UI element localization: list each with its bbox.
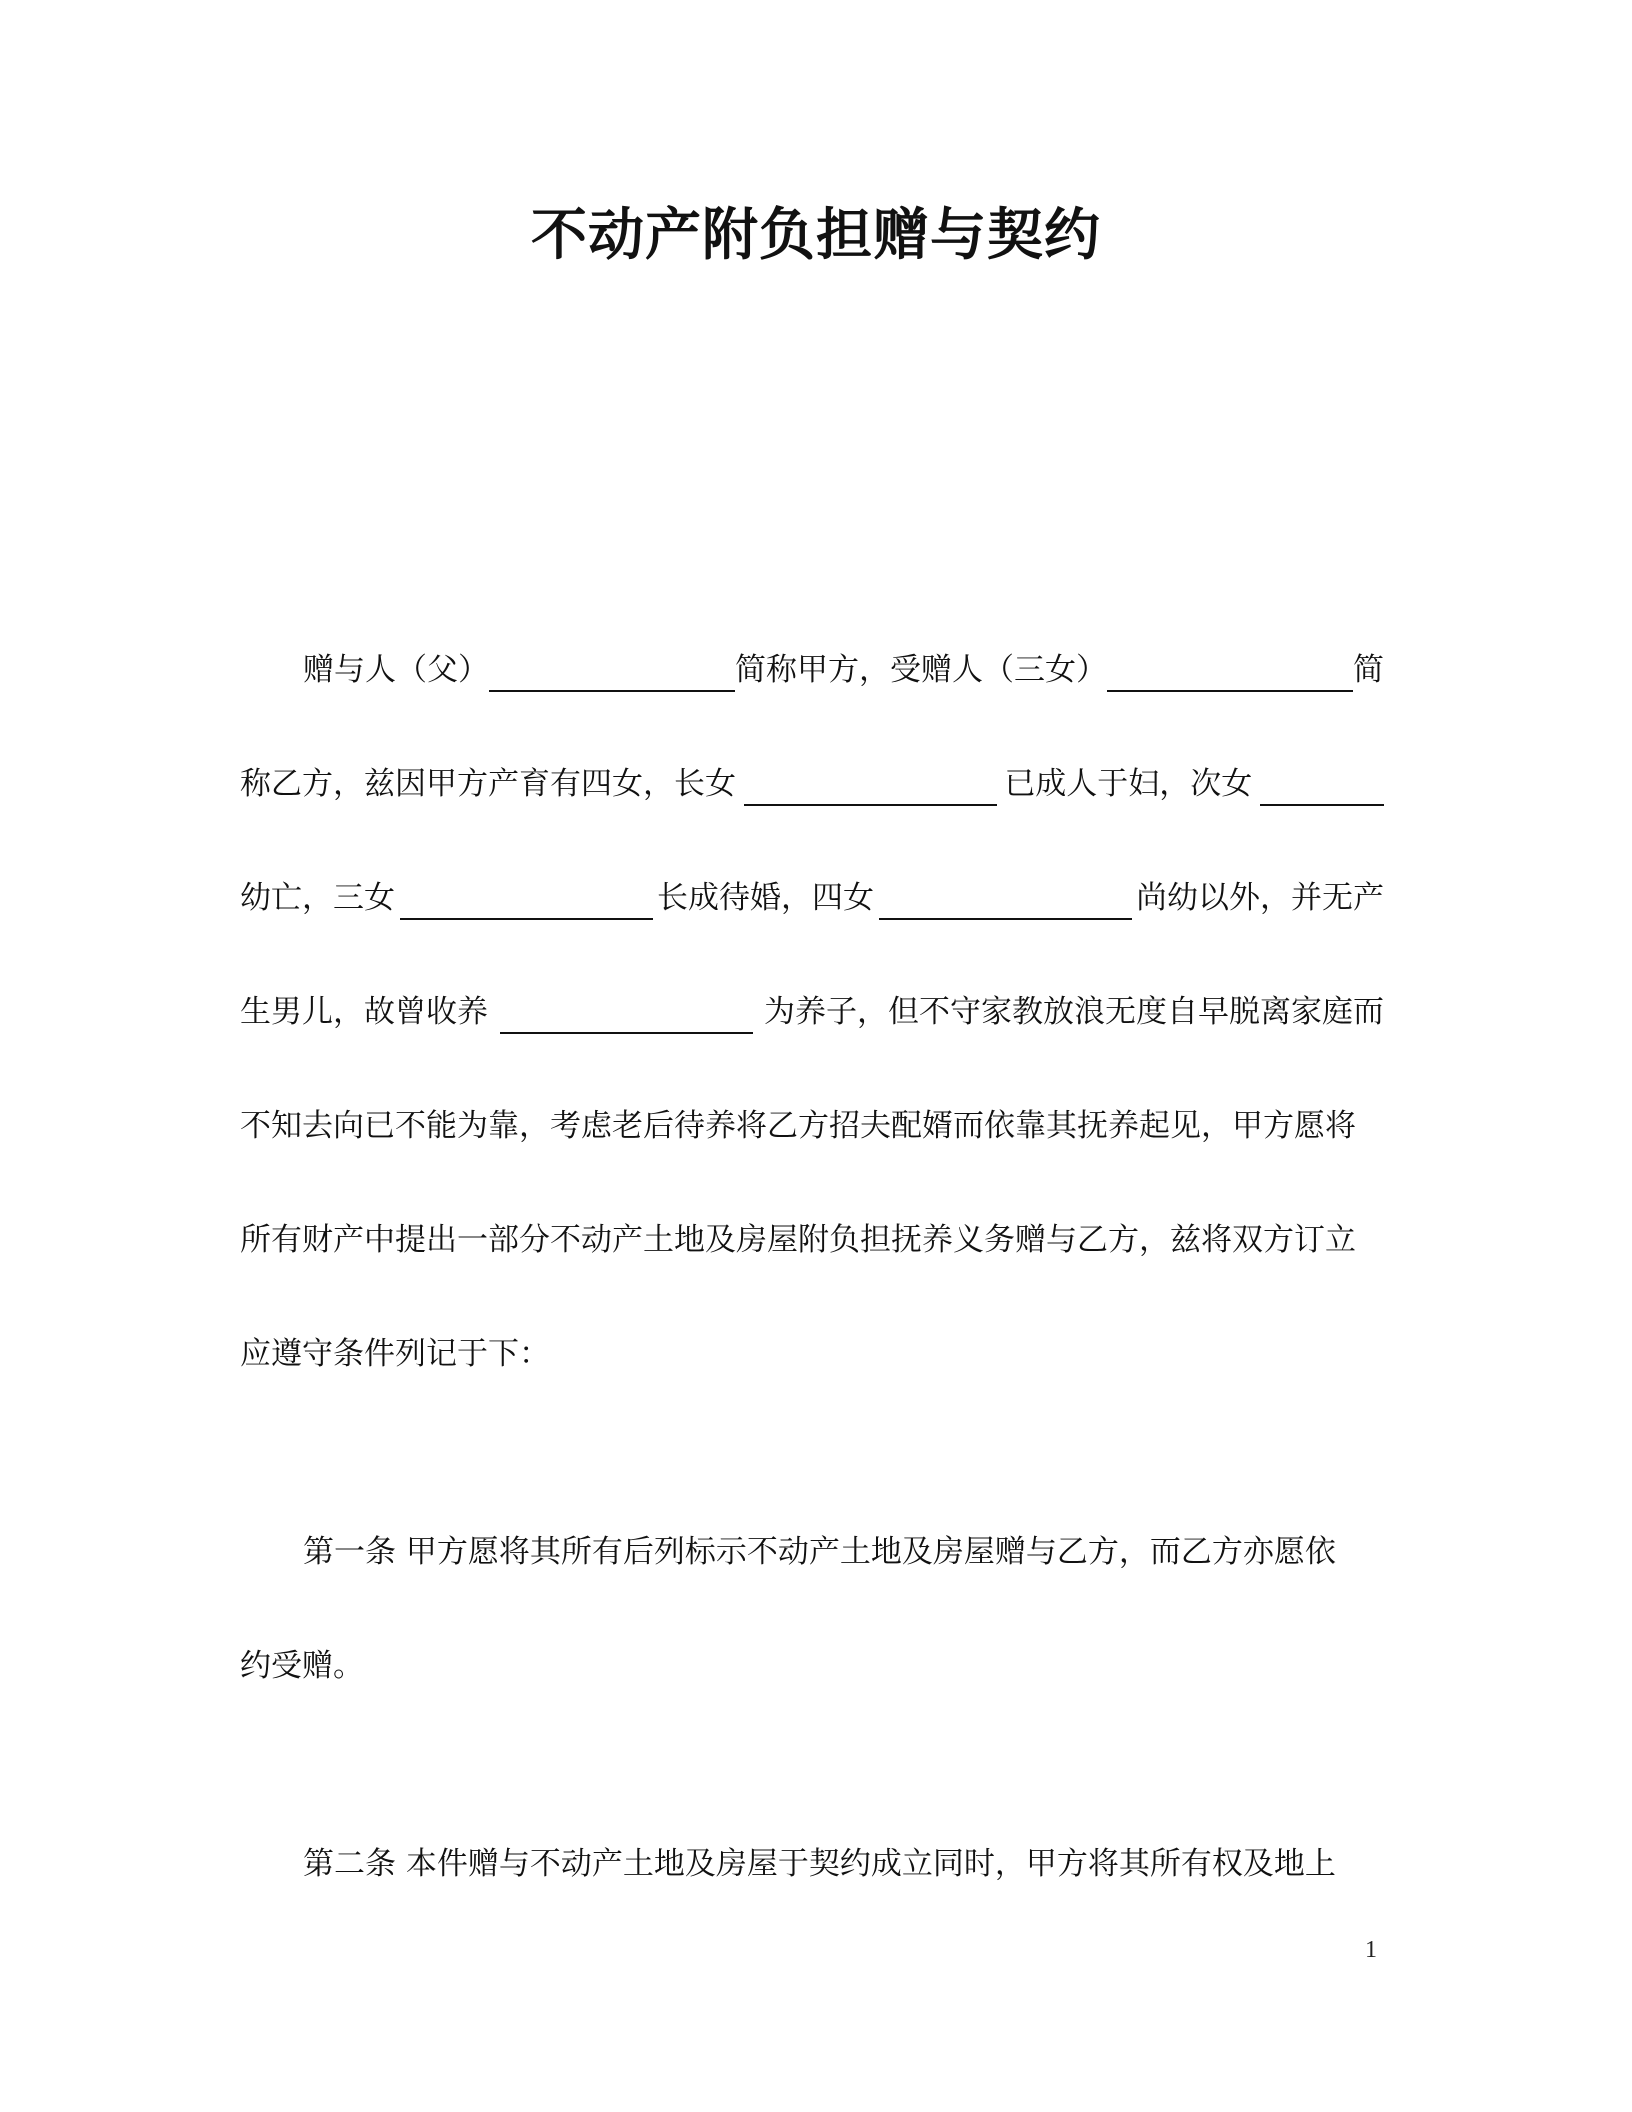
article-1-line: 约受赠。: [240, 1648, 364, 1684]
paragraph-line: [240, 990, 1384, 1034]
fill-blank-third-daughter[interactable]: [400, 884, 653, 920]
text-segment: 称乙方，兹因甲方产育有四女，长女: [240, 766, 736, 802]
fill-blank-fourth-daughter[interactable]: [879, 884, 1132, 920]
page-number: 1: [1365, 1937, 1377, 1963]
article-1-line: 第一条 甲方愿将其所有后列标示不动产土地及房屋赠与乙方，而乙方亦愿依: [303, 1534, 1336, 1570]
paragraph-line: 应遵守条件列记于下：: [240, 1336, 550, 1372]
paragraph-line: [303, 648, 1384, 692]
text-segment: 简: [1353, 652, 1384, 688]
paragraph-line: [240, 876, 1384, 920]
text-segment: 幼亡，三女: [240, 880, 395, 916]
fill-blank-second-daughter[interactable]: [1260, 770, 1384, 806]
paragraph-line: 所有财产中提出一部分不动产土地及房屋附负担抚养义务赠与乙方，兹将双方订立: [240, 1222, 1356, 1258]
fill-blank-adopted-son[interactable]: [500, 998, 753, 1034]
text-segment: 为养子，但不守家教放浪无度自早脱离家庭而: [764, 994, 1384, 1030]
fill-blank-eldest-daughter[interactable]: [744, 770, 997, 806]
paragraph-line: 不知去向已不能为靠，考虑老后待养将乙方招夫配婿而依靠其抚养起见，甲方愿将: [240, 1108, 1356, 1144]
fill-blank-donee[interactable]: [1107, 656, 1353, 692]
text-segment: 尚幼以外，并无产: [1136, 880, 1384, 916]
text-segment: 赠与人（父）: [303, 652, 489, 688]
paragraph-line: [240, 762, 1384, 806]
document-title: 不动产附负担赠与契约: [531, 203, 1101, 268]
text-segment: 已成人于妇，次女: [1004, 766, 1253, 802]
text-segment: 简称甲方，受赠人（三女）: [735, 652, 1107, 688]
fill-blank-donor[interactable]: [489, 656, 735, 692]
article-2-line: 第二条 本件赠与不动产土地及房屋于契约成立同时，甲方将其所有权及地上: [303, 1846, 1336, 1882]
text-segment: 生男儿，故曾收养: [240, 994, 488, 1030]
text-segment: 长成待婚，四女: [657, 880, 874, 916]
